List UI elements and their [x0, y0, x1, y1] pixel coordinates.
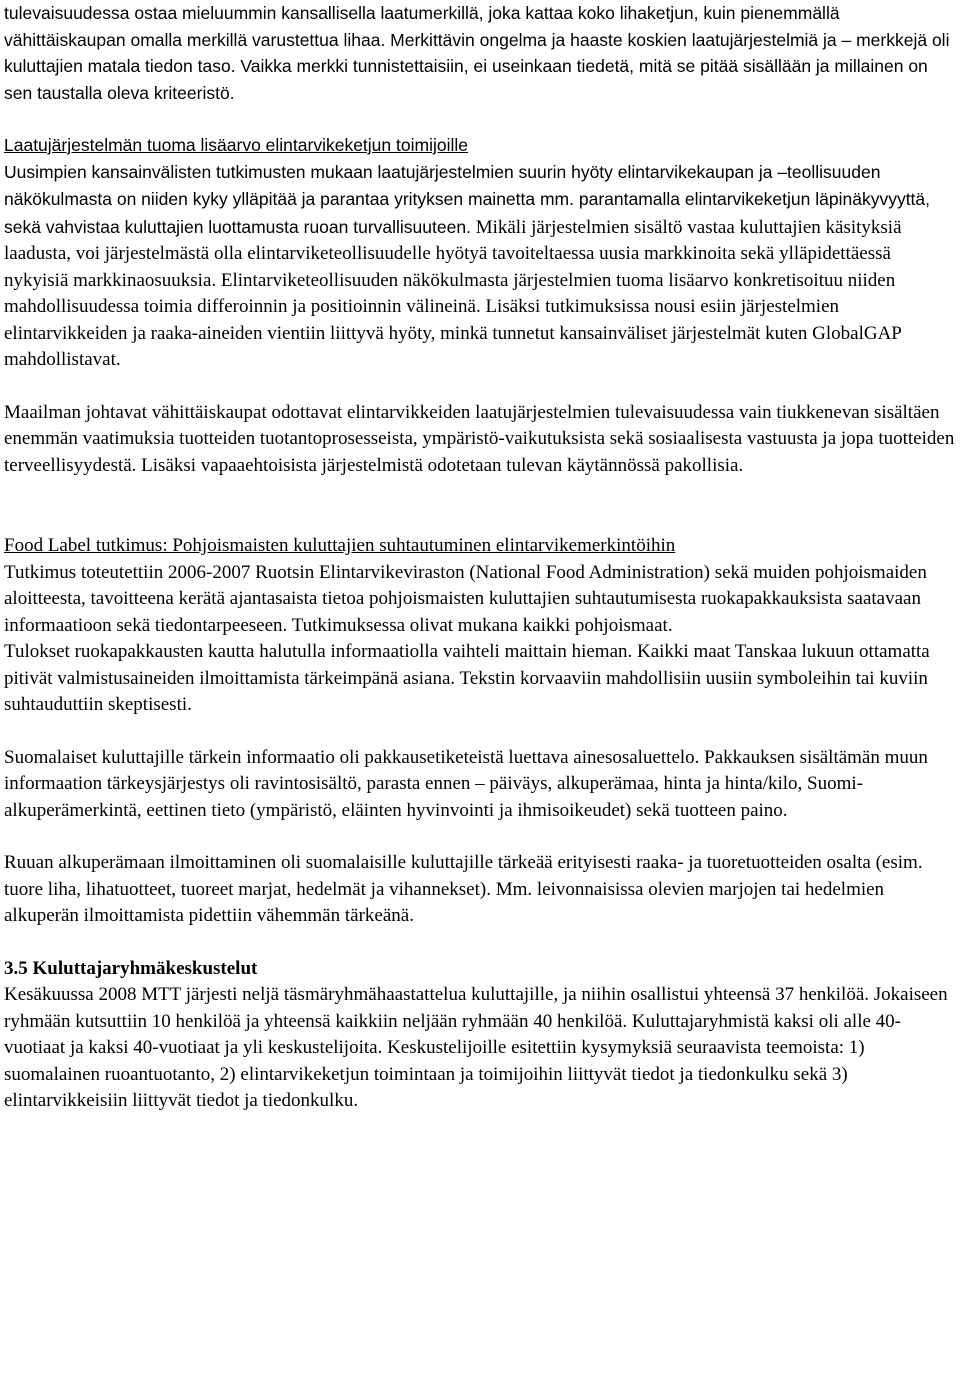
- document-page: [4, 0, 958, 1115]
- spacer: [4, 374, 958, 400]
- value-section-heading: Laatujärjestelmän tuoma lisäarvo elintarvikeketjun toimijoille: [4, 135, 468, 155]
- section-3-5-heading: 3.5 Kuluttajaryhmäkeskustelut: [4, 957, 258, 979]
- spacer: [4, 479, 958, 533]
- food-label-paragraph-1: Tutkimus toteutettiin 2006-2007 Ruotsin Elintarvikeviraston (National Food Administration) sekä muiden pohjoismaiden aloitteesta, tavoitteena kerätä ajantasaista tietoa pohjoismaisten kuluttajien suhtautumisesta ruokapakkauksista saatavaan informaatioon sekä tiedontarpeeseen. Tutkimuksessa olivat mukana kaikki pohjoismaat.: [4, 561, 927, 636]
- value-section-paragraph-2: Maailman johtavat vähittäiskaupat odottavat elintarvikkeiden laatujärjestelmien tulevaisuudessa vain tiukkenevan sisältäen enemmän vaatimuksia tuotteiden tuotantoprosesseista, ympäristö-vaikutuksista sekä sosiaalisesta vastuusta ja jopa tuotteiden terveellisyydestä. Lisäksi vapaaehtoisista järjestelmistä odotetaan tulevan käytännössä pakollisia.: [4, 401, 955, 476]
- value-section-paragraph-1-sans: Uusimpien kansainvälisten tutkimusten mukaan laatujärjestelmien suurin hyöty elintarvikekaupan ja –teollisuuden näkökulmasta on niiden kyky ylläpitää ja parantaa yrityksen mainetta mm. parantamalla elintarvikeketjun läpinäkyvyyttä, sekä vahvistaa kuluttajien luottamusta ruoan turvallisuuteen.: [4, 161, 931, 237]
- spacer: [4, 719, 958, 745]
- intro-paragraph: tulevaisuudessa ostaa mieluummin kansallisella laatumerkillä, joka kattaa koko lihaketjun, kuin pienemmällä vähittäiskaupan omalla merkillä varustettua lihaa. Merkittävin ongelma ja haaste koskien laatujärjestelmiä ja – merkkejä oli kuluttajien matala tiedon taso. Vaikka merkki tunnistettaisiin, ei useinkaan tiedetä, mitä se pitää sisällään ja millainen on sen taustalla oleva kriteeristö.: [4, 3, 950, 103]
- food-label-paragraph-2: Tulokset ruokapakkausten kautta halutulla informaatiolla vaihteli maittain hieman. Kaikki maat Tanskaa lukuun ottamatta pitivät valmistusaineiden ilmoittamista tärkeimpänä asiana. Tekstin korvaaviin mahdollisiin uusiin symboleihin tai kuviin suhtauduttiin skeptisesti.: [4, 641, 930, 715]
- spacer: [4, 824, 958, 850]
- value-section: [4, 132, 958, 159]
- food-label-paragraph-3: Suomalaiset kuluttajille tärkein informaatio oli pakkausetiketeistä luettava ainesosaluettelo. Pakkauksen sisältämän muun informaation tärkeysjärjestys oli ravintosisältö, parasta ennen – päiväys, alkuperämaa, hinta ja hinta/kilo, Suomi-alkuperämerkintä, eettinen tieto (ympäristö, eläinten hyvinvointi ja ihmisoikeudet) sekä tuotteen paino.: [4, 746, 928, 821]
- value-section-paragraph-1: [4, 159, 958, 374]
- value-section-paragraph-1-serif: Mikäli järjestelmien sisältö vastaa kuluttajien käsityksiä laadusta, voi järjestelmästä olla elintarviketeollisuudelle hyötyä tavoiteltaessa uusia markkinoita sekä ylläpidettäessä nykyisiä markkinaosuuksia. Elintarviketeollisuuden näkökulmasta järjestelmien tuoma lisäarvo konkretisoituu niiden mahdollisuudessa toimia differoinnin ja positioinnin välineinä. Lisäksi tutkimuksissa nousi esiin järjestelmien elintarvikkeiden ja raaka-aineiden vientiin liittyvä hyöty, minkä tunnetut kansainväliset järjestelmät kuten GlobalGAP mahdollistavat.: [4, 216, 902, 370]
- food-label-paragraph-4: Ruuan alkuperämaan ilmoittaminen oli suomalaisille kuluttajille tärkeää erityisesti raaka- ja tuoretuotteiden osalta (esim. tuore liha, lihatuotteet, tuoreet marjat, hedelmät ja vihannekset). Mm. leivonnaisissa olevien marjojen tai hedelmien alkuperän ilmoittamista pidettiin vähemmän tärkeänä.: [4, 852, 923, 926]
- section-3-5-paragraph: Kesäkuussa 2008 MTT järjesti neljä täsmäryhmähaastattelua kuluttajille, ja niihin osallistui yhteensä 37 henkilöä. Jokaiseen ryhmään kutsuttiin 10 henkilöä ja yhteensä kaikkiin neljään ryhmään 40 henkilöä. Kuluttajaryhmistä kaksi oli alle 40-vuotiaat ja kaksi 40-vuotiaat ja yli keskustelijoita. Keskustelijoille esitettiin kysymyksiä seuraavista teemoista: 1) suomalainen ruoantuotanto, 2) elintarvikeketjun toimintaan ja toimijoihin liittyvät tiedot ja tiedonkulku sekä 3) elintarvikkeisiin liittyvät tiedot ja tiedonkulku.: [4, 984, 948, 1111]
- spacer: [4, 106, 958, 132]
- food-label-heading: Food Label tutkimus: Pohjoismaisten kuluttajien suhtautuminen elintarvikemerkintöihin: [4, 535, 676, 556]
- spacer: [4, 930, 958, 956]
